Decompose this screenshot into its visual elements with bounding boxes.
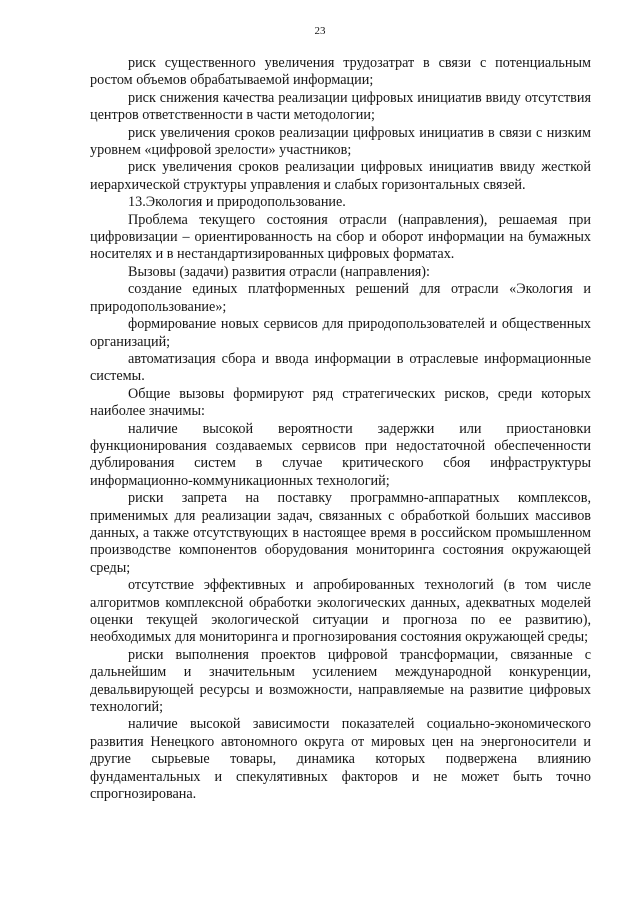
page-number: 23 — [314, 25, 326, 37]
paragraph: наличие высокой зависимости показателей социально-экономического развития Ненецкого автономного округа от мировых цен на энергоносители и другие сырьевые товары, динамика которых подвержена влиянию фундаментальных и спекулятивных факторов и не может быть точно спрогнозирована. — [90, 716, 591, 803]
paragraph: риск существенного увеличения трудозатрат в связи с потенциальным ростом объемов обрабатываемой информации; — [90, 55, 591, 89]
paragraph: риск увеличения сроков реализации цифровых инициатив в связи с низким уровнем «цифровой зрелости» участников; — [90, 124, 591, 159]
paragraph: Проблема текущего состояния отрасли (направления), решаемая при цифровизации – ориентированность на сбор и оборот информации на бумажных носителях и в нестандартизированных цифровых форматах. — [90, 211, 591, 263]
paragraph: риск снижения качества реализации цифровых инициатив ввиду отсутствия центров ответственности в части методологии; — [90, 89, 591, 124]
paragraph: наличие высокой вероятности задержки или приостановки функционирования создаваемых сервисов при недостаточной обеспеченности дублирования систем в случае критического сбоя инфраструктуры информационно-коммуникационных технологий; — [90, 420, 591, 489]
document-body — [90, 55, 591, 803]
paragraph: риски выполнения проектов цифровой трансформации, связанные с дальнейшим и значительным усилением международной конкуренции, девальвирующей ресурсы и возможности, направляемые на развитие цифровых технологий; — [90, 646, 591, 716]
paragraph: отсутствие эффективных и апробированных технологий (в том числе алгоритмов комплексной обработки экологических данных, адекватных моделей оценки текущей экологической ситуации и прогноза по ее развитию), необходимых для мониторинга и прогнозирования состояния окружающей среды; — [90, 577, 591, 646]
paragraph: создание единых платформенных решений для отрасли «Экология и природопользование»; — [90, 281, 591, 315]
paragraph: формирование новых сервисов для природопользователей и общественных организаций; — [90, 316, 591, 350]
paragraph: риски запрета на поставку программно-аппаратных комплексов, применимых для реализации задач, связанных с обработкой больших массивов данных, а также отсутствующих в настоящее время в российском промышленном производстве компонентов оборудования мониторинга состояния окружающей среды; — [90, 490, 591, 576]
paragraph: Общие вызовы формируют ряд стратегических рисков, среди которых наиболее значимы: — [90, 385, 591, 420]
paragraph: Вызовы (задачи) развития отрасли (направления): — [128, 263, 430, 280]
paragraph: автоматизация сбора и ввода информации в отраслевые информационные системы. — [90, 350, 591, 385]
section-heading: 13.Экология и природопользование. — [128, 194, 346, 211]
paragraph: риск увеличения сроков реализации цифровых инициатив ввиду жесткой иерархической структуры управления и слабых горизонтальных связей. — [90, 159, 591, 193]
